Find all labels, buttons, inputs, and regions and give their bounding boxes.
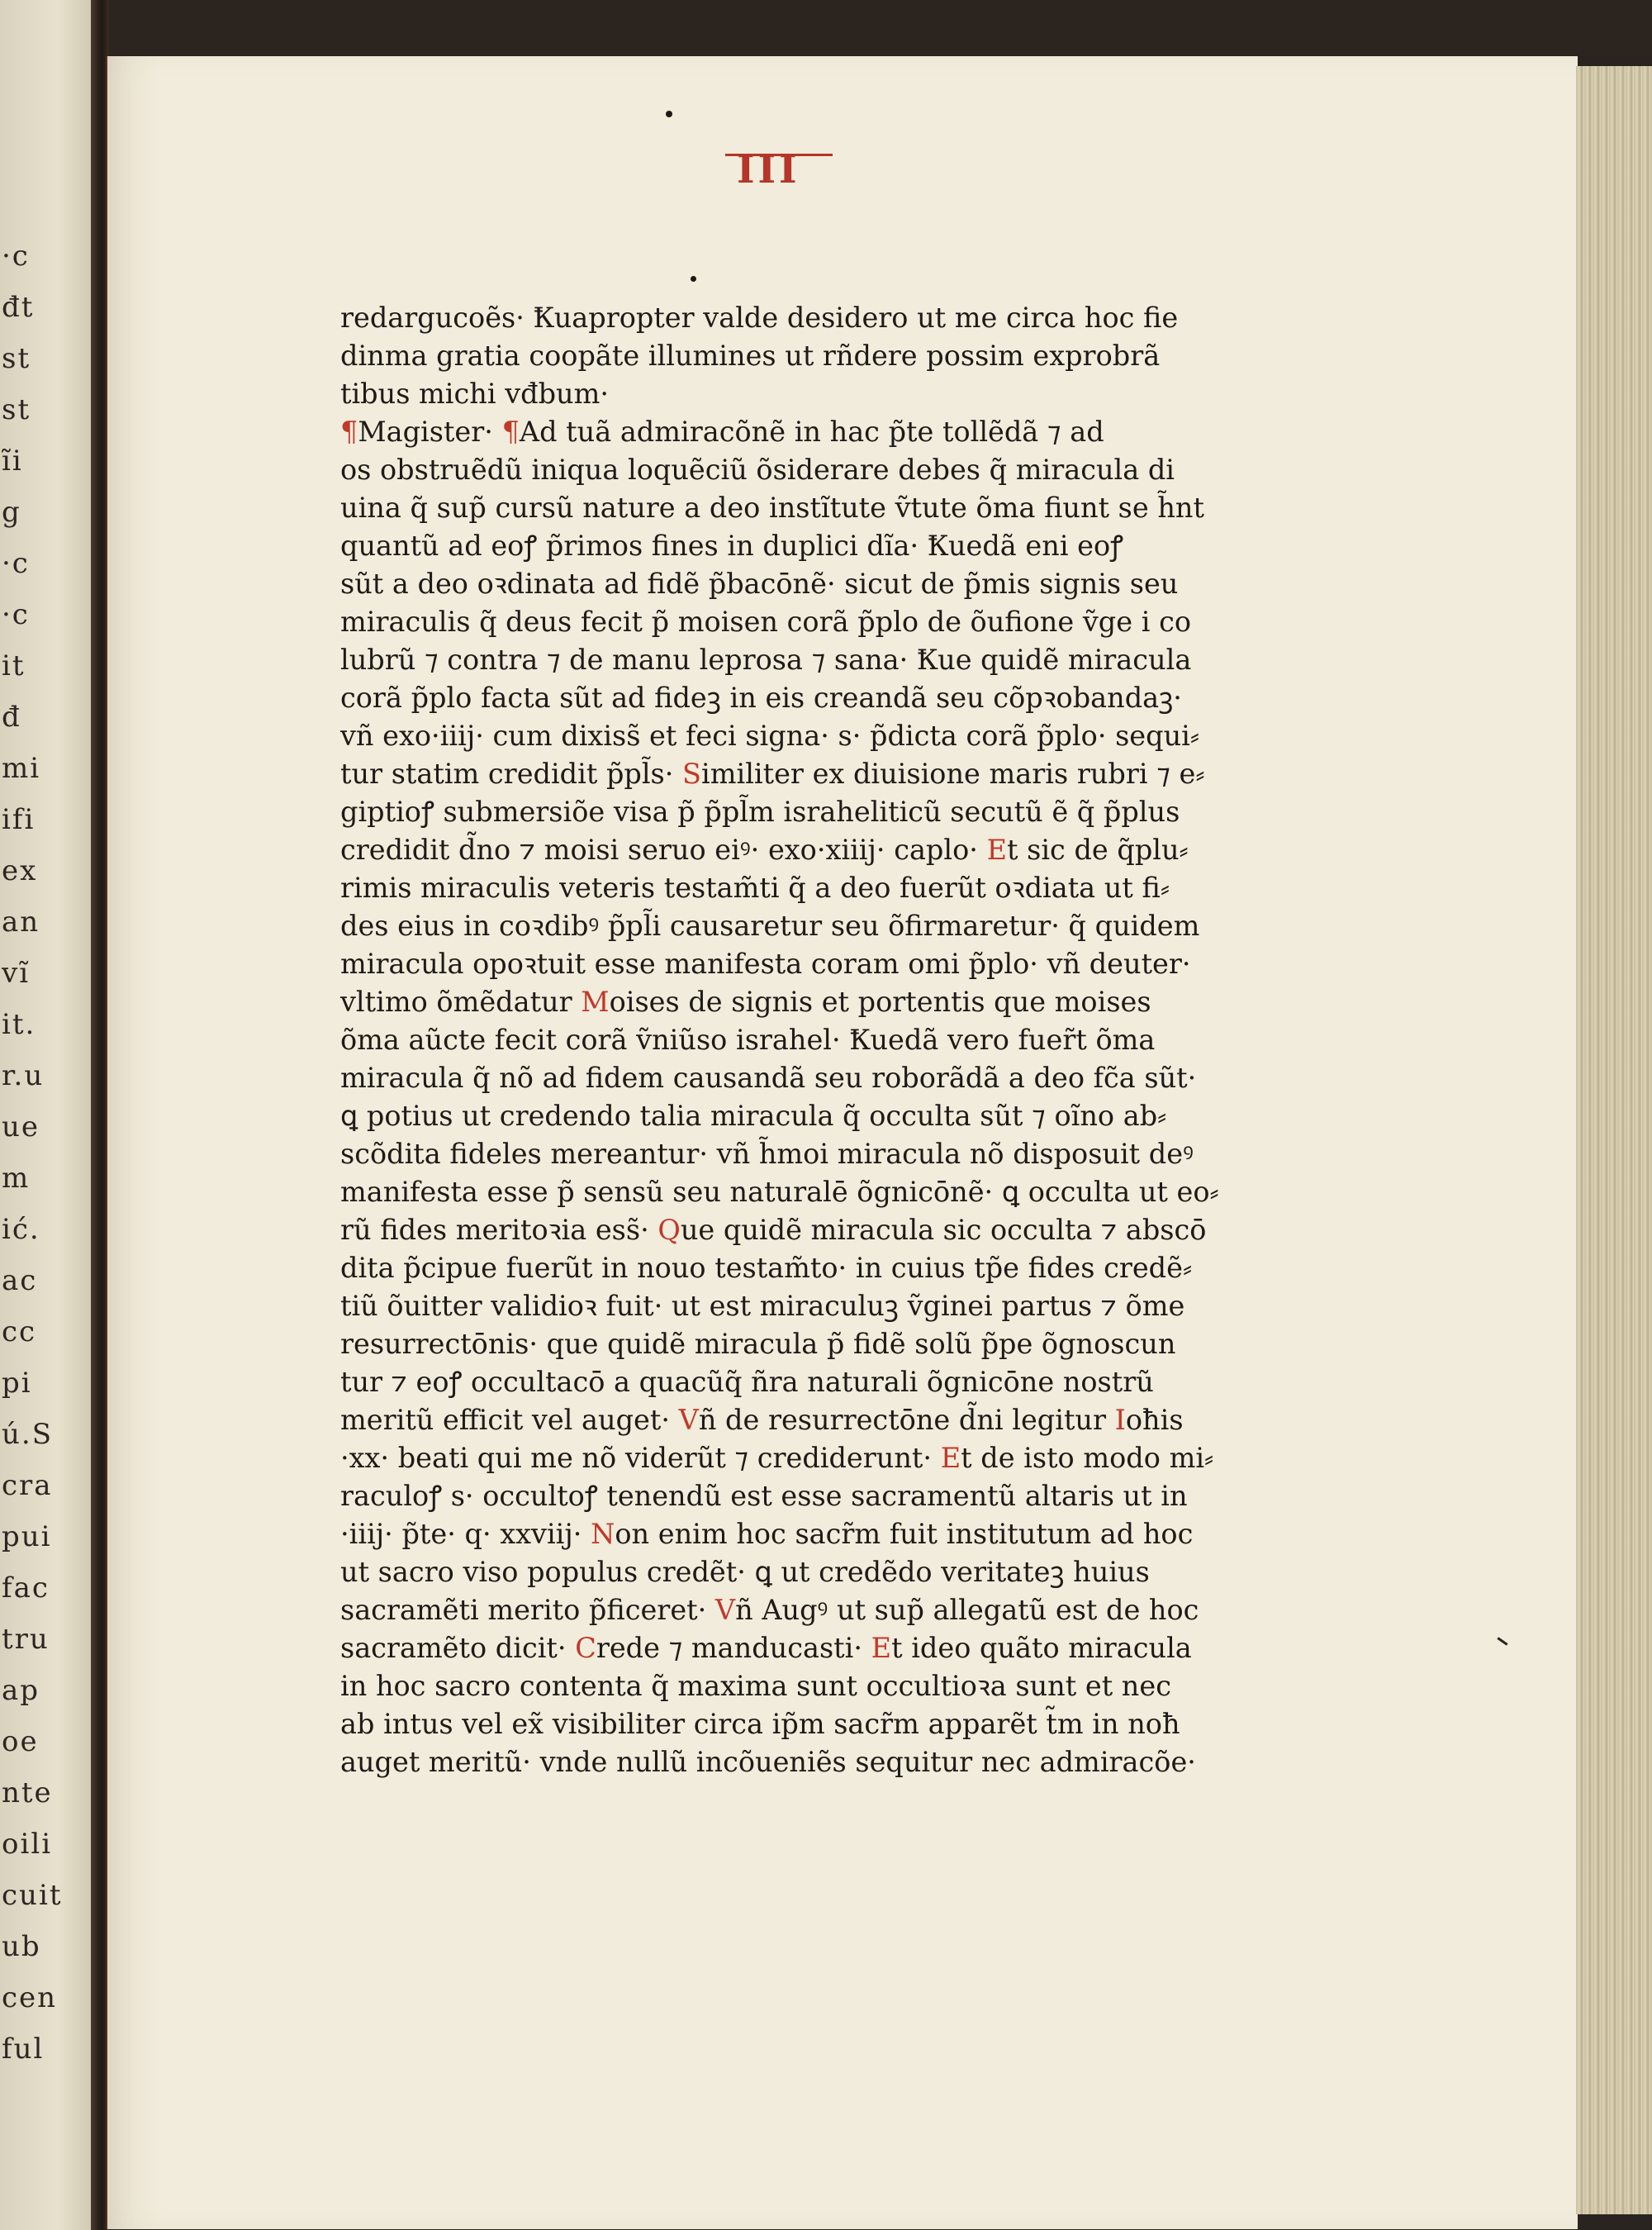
rubric-mark: E [940,1442,961,1474]
text-line [340,1135,1232,1173]
text-segment: dinma gratia coopãte illumines ut rñdere possim exprobrã [340,340,1161,372]
left-page-fragment: ub [2,1930,41,1963]
text-line [340,641,1232,679]
left-page-fragment: ·c [2,240,30,273]
left-page-fragment: cc [2,1315,37,1348]
text-line [340,1743,1232,1781]
text-segment: des eius in coꝛdibꝰ p̃pl̃i causaretur seu õfirmaretur· q̃ quidem [340,910,1200,942]
left-page-fragment: it [2,649,26,682]
left-page-fragment: ú.S [2,1418,53,1451]
left-page-fragment: ap [2,1674,40,1707]
text-segment: ñ de resurrectōne d̃ni legitur [698,1404,1115,1436]
text-line [340,603,1232,641]
left-page-fragment: ue [2,1110,40,1144]
left-page [0,0,95,2230]
text-segment: credidit d̃no ⁊ moisi seruo eiꝰ· exo·xiiij· caplo· [340,834,987,866]
text-segment: miraculis q̃ deus fecit p̃ moisen corã p̃plo de õufione ṽge i co [340,606,1191,638]
left-page-fragment: oili [2,1828,53,1861]
text-segment: ab intus vel ex̃ visibiliter circa ip̃m sacr̃m apparẽt t̃m in noħ [340,1708,1180,1740]
text-line [340,451,1232,489]
rubric-mark: C [575,1632,596,1664]
text-line [340,945,1232,983]
text-segment: oises de signis et portentis que moises [609,986,1151,1018]
text-line [340,1249,1232,1287]
left-page-fragment: fac [2,1571,50,1605]
text-segment: auget meritũ· vnde nullũ incõueniẽs sequitur nec admiracõe· [340,1746,1196,1778]
text-segment: ut sacro viso populus credẽt· ꝗ ut credẽdo veritateꝫ huius [340,1556,1150,1588]
text-segment: oħis [1125,1404,1184,1436]
text-segment: resurrectōnis· que quidẽ miracula p̃ fidẽ solũ p̃pe õgnoscun [340,1328,1176,1360]
text-segment: in hoc sacro contenta q̃ maxima sunt occultioꝛa sunt et nec [340,1670,1171,1702]
text-line [340,983,1232,1021]
rubric-mark: ¶ [340,416,358,448]
main-text-block [340,299,1232,1781]
text-segment: ꝗ potius ut credendo talia miracula q̃ occulta sũt ⁊ oĩno ab⸗ [340,1100,1167,1132]
left-page-fragment: oe [2,1725,39,1758]
left-page-fragment: ĩi [2,445,23,478]
left-page-fragment: đt [2,291,35,324]
text-segment: ·xx· beati qui me nõ viderũt ⁊ crediderunt· [340,1442,941,1474]
text-segment: dita p̃cipue fuerũt in nouo testam̃to· in cuius tp̃e fides credẽ⸗ [340,1252,1193,1284]
text-segment: scõdita fideles mereantur· vñ h̃moi miracula nõ disposuit deꝰ [340,1138,1194,1170]
text-segment: vltimo õmẽdatur [340,986,582,1018]
text-segment: sũt a deo oꝛdinata ad fidẽ p̃bacōnẽ· sicut de p̃mis signis seu [340,568,1179,600]
text-segment: rũ fides meritoꝛia ess̃· [340,1214,658,1246]
rubric-mark: E [871,1632,892,1664]
text-line [340,907,1232,945]
text-line [340,1439,1232,1477]
text-line [340,1667,1232,1705]
left-page-fragment: ful [2,2033,45,2066]
left-page-fragment: r.u [2,1059,45,1092]
text-segment: on enim hoc sacr̃m fuit institutum ad hoc [615,1518,1194,1550]
text-line [340,1705,1232,1743]
text-line [340,755,1232,793]
left-page-fragment: nte [2,1776,53,1809]
text-segment: sacramẽti merito p̃ficeret· [340,1594,715,1626]
rubric-mark: E [986,834,1008,866]
text-segment: tur ⁊ eoꝭ occultacō a quacũq̃ ñra naturali õgnicōne nostrũ [340,1366,1154,1398]
text-line [340,1553,1232,1591]
left-page-fragment: pui [2,1520,52,1553]
rubric-mark: ¶ [501,416,520,448]
text-line [340,1021,1232,1059]
text-line [340,1591,1232,1629]
text-line [340,565,1232,603]
text-line [340,489,1232,527]
text-segment: ·iiij· p̃te· q· xxviij· [340,1518,591,1550]
text-line [340,1325,1232,1363]
left-page-fragment: ac [2,1264,38,1297]
left-page-fragment: ifi [2,803,36,836]
rubric-mark: Q [657,1214,681,1246]
text-segment: tur statim credidit p̃pl̃s· [340,758,683,790]
upper-dot [691,276,696,282]
left-page-fragment: cen [2,1981,58,2014]
top-background [106,0,1652,56]
left-page-fragment: cuit [2,1879,63,1912]
text-segment: os obstruẽdũ iniqua loquẽciũ õsiderare debes q̃ miracula di [340,454,1175,486]
left-page-fragment: an [2,906,40,939]
text-segment: sacramẽto dicit· [340,1632,576,1664]
text-line [340,413,1232,451]
text-segment: Magister· [358,416,502,448]
text-line [340,679,1232,717]
left-page-fragment: ·c [2,598,30,631]
text-segment: imiliter ex diuisione maris rubri ⁊ e⸗ [701,758,1205,790]
left-page-fragment: ex [2,854,38,887]
rubric-mark: N [591,1518,615,1550]
text-line [340,717,1232,755]
left-page-fragment: it. [2,1008,36,1041]
text-line [340,299,1232,337]
text-segment: miracula opoꝛtuit esse manifesta coram omi p̃plo· vñ deuter· [340,948,1191,980]
text-segment: manifesta esse p̃ sensũ seu naturalē õgnicōnẽ· ꝗ occulta ut eo⸗ [340,1176,1219,1208]
left-page-fragment: đ [2,701,21,734]
left-page-fragment: g [2,496,21,529]
text-segment: raculoꝭ s· occultoꝭ tenendũ est esse sacramentũ altaris ut in [340,1480,1188,1512]
left-page-fragment: mi [2,752,41,785]
left-page-fragment: pi [2,1367,32,1400]
left-page-fragment: vĩ [2,957,31,990]
folio-number: III [737,147,800,192]
left-page-fragment: tru [2,1623,50,1656]
left-page-fragment: m [2,1162,31,1195]
text-segment: quantũ ad eoꝭ p̃rimos fines in duplici dĩa· Ꝁuedã eni eoꝭ [340,530,1124,562]
text-segment: rimis miraculis veteris testam̃ti q̃ a deo fuerũt oꝛdiata ut fi⸗ [340,872,1170,904]
text-segment: t ideo quãto miracula [891,1632,1192,1664]
text-segment: vñ exo·iiij· cum dixiss̃ et feci signa· s· p̃dicta corã p̃plo· sequi⸗ [340,720,1200,752]
text-line [340,1059,1232,1097]
text-segment: uina q̃ sup̃ cursũ nature a deo instĩtute ṽtute õma fiunt se h̃nt [340,492,1204,524]
left-page-fragment: ić. [2,1213,40,1246]
text-line [340,1363,1232,1401]
text-segment: corã p̃plo facta sũt ad fideꝫ in eis creandã seu cõpꝛobandaꝫ· [340,682,1182,714]
text-line [340,831,1232,869]
left-page-fragment: st [2,393,31,426]
text-segment: redargucoẽs· Ꝁuapropter valde desidero ut me circa hoc fie [340,302,1179,334]
text-line [340,1173,1232,1211]
text-line [340,527,1232,565]
text-segment: tibus michi vđbum· [340,378,610,410]
text-segment: meritũ efficit vel auget· [340,1404,679,1436]
rubric-mark: V [678,1404,699,1436]
text-segment: tiũ õuitter validioꝛ fuit· ut est miraculuꝫ ṽginei partus ⁊ õme [340,1290,1185,1322]
text-segment: Ad tuã admiracõnẽ in hac p̃te tollẽdã ⁊ ad [519,416,1104,448]
left-page-fragment: cra [2,1469,53,1502]
rubric-mark: S [682,758,701,790]
text-line [340,1629,1232,1667]
text-line [340,1401,1232,1439]
rubric-mark: V [714,1594,736,1626]
rubric-mark: M [581,986,610,1018]
text-segment: ue quidẽ miracula sic occulta ⁊ abscō [680,1214,1207,1246]
text-segment: lubrũ ⁊ contra ⁊ de manu leprosa ⁊ sana· Ꝁue quidẽ miracula [340,644,1192,676]
left-page-fragment: st [2,342,31,375]
text-line [340,869,1232,907]
text-segment: giptioꝭ submersiõe visa p̃ p̃pl̃m israheliticũ secutũ ẽ q̃ p̃plus [340,796,1180,828]
text-line [340,1211,1232,1249]
top-dot [666,111,672,117]
text-segment: õma aũcte fecit corã ṽniũso israhel· Ꝁuedã vero fuer̃t õma [340,1024,1156,1056]
text-line [340,1515,1232,1553]
text-segment: ñ Augꝰ ut sup̃ allegatũ est de hoc [735,1594,1199,1626]
text-line [340,793,1232,831]
text-segment: miracula q̃ nõ ad fidem causandã seu roborãdã a deo fc̃a sũt· [340,1062,1197,1094]
text-segment: t de isto modo mi⸗ [961,1442,1214,1474]
text-line [340,1097,1232,1135]
text-line [340,1477,1232,1515]
text-line [340,337,1232,375]
text-segment: rede ⁊ manducasti· [596,1632,871,1664]
text-line [340,375,1232,413]
left-page-fragment: ·c [2,547,30,580]
text-line [340,1287,1232,1325]
text-segment: t sic de q̃plu⸗ [1007,834,1189,866]
rubric-mark: I [1114,1404,1126,1436]
page-edges [1576,66,1652,2214]
